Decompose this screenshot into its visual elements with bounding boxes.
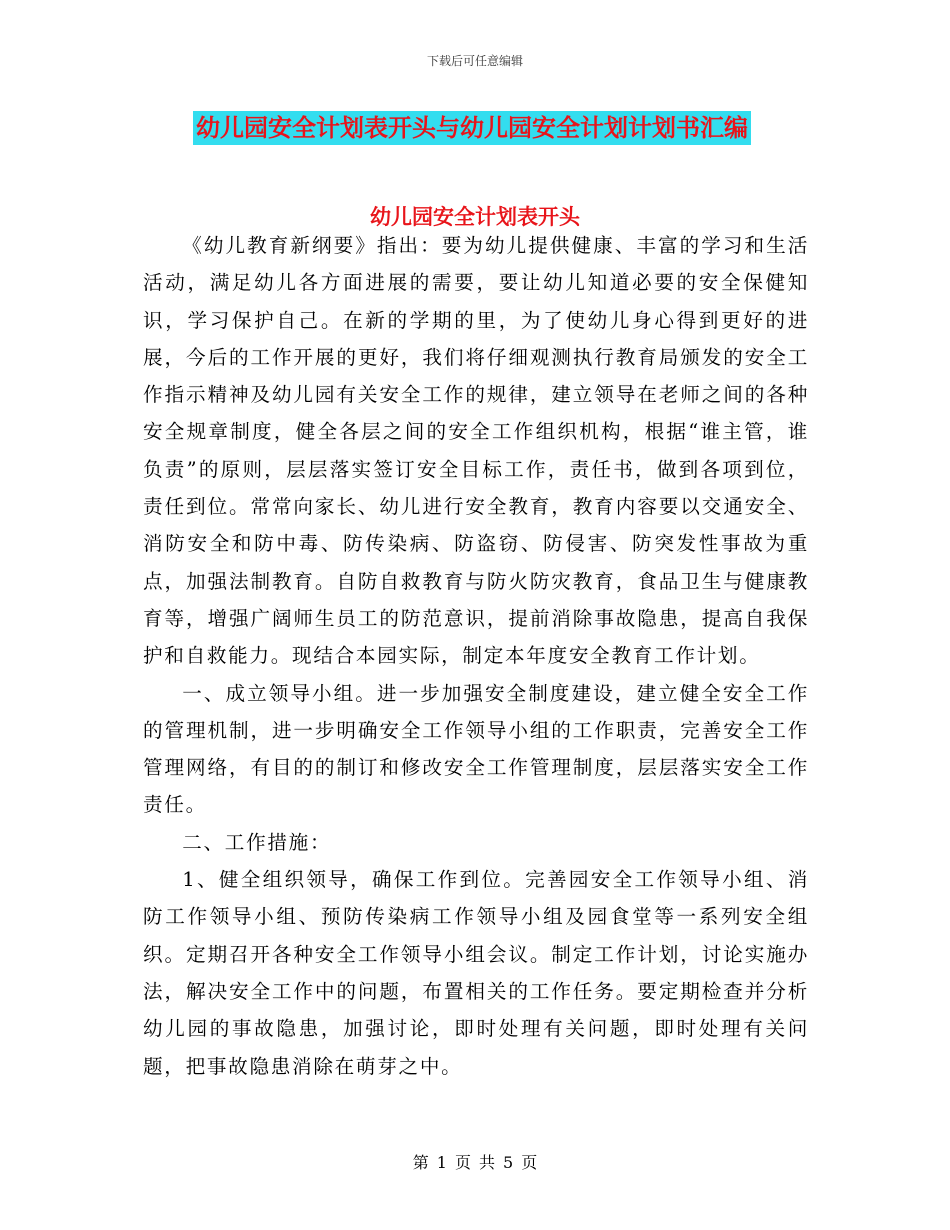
section-title: 幼儿园安全计划表开头 xyxy=(370,204,580,229)
page-label-prefix: 第 xyxy=(412,1153,429,1172)
header-note: 下载后可任意编辑 xyxy=(426,54,523,68)
paragraph: 二、工作措施： xyxy=(182,830,332,854)
paragraph: 一、成立领导小组。进一步加强安全制度建设，建立健全安全工作的管理机制，进一步明确安全工作领导小组的工作职责，完善安全工作管理网络，有目的的制订和修改安全工作管理制度，层层落实安全工作责任。 xyxy=(143,681,809,817)
document-title: 幼儿园安全计划表开头与幼儿园安全计划计划书汇编 xyxy=(193,111,751,145)
body-content xyxy=(143,227,809,1085)
total-suffix: 页 xyxy=(521,1153,538,1172)
page-footer xyxy=(0,1150,950,1173)
total-label: 共 xyxy=(479,1153,496,1172)
page-number: 1 xyxy=(436,1153,447,1172)
page-label: 页 xyxy=(454,1153,471,1172)
paragraph: 《幼儿教育新纲要》指出：要为幼儿提供健康、丰富的学习和生活活动，满足幼儿各方面进展的需要，要让幼儿知道必要的安全保健知识，学习保护自己。在新的学期的里，为了使幼儿身心得到更好的进展，今后的工作开展的更好，我们将仔细观测执行教育局颁发的安全工作指示精神及幼儿园有关安全工作的规律，建立领导在老师之间的各种安全规章制度，健全各层之间的安全工作组织机构，根据“谁主管，谁负责”的原则，层层落实签订安全目标工作，责任书，做到各项到位，责任到位。常常向家长、幼儿进行安全教育，教育内容要以交通安全、消防安全和防中毒、防传染病、防盗窃、防侵害、防突发性事故为重点，加强法制教育。自防自救教育与防火防灾教育，食品卫生与健康教育等，增强广阔师生员工的防范意识，提前消除事故隐患，提高自我保护和自救能力。现结合本园实际，制定本年度安全教育工作计划。 xyxy=(143,234,809,668)
paragraph: 1、健全组织领导，确保工作到位。完善园安全工作领导小组、消防工作领导小组、预防传染病工作领导小组及园食堂等一系列安全组织。定期召开各种安全工作领导小组会议。制定工作计划，讨论实施办法，解决安全工作中的问题，布置相关的工作任务。要定期检查并分析幼儿园的事故隐患，加强讨论，即时处理有关问题，即时处理有关问题，把事故隐患消除在萌芽之中。 xyxy=(143,868,809,1078)
total-pages: 5 xyxy=(503,1153,514,1172)
